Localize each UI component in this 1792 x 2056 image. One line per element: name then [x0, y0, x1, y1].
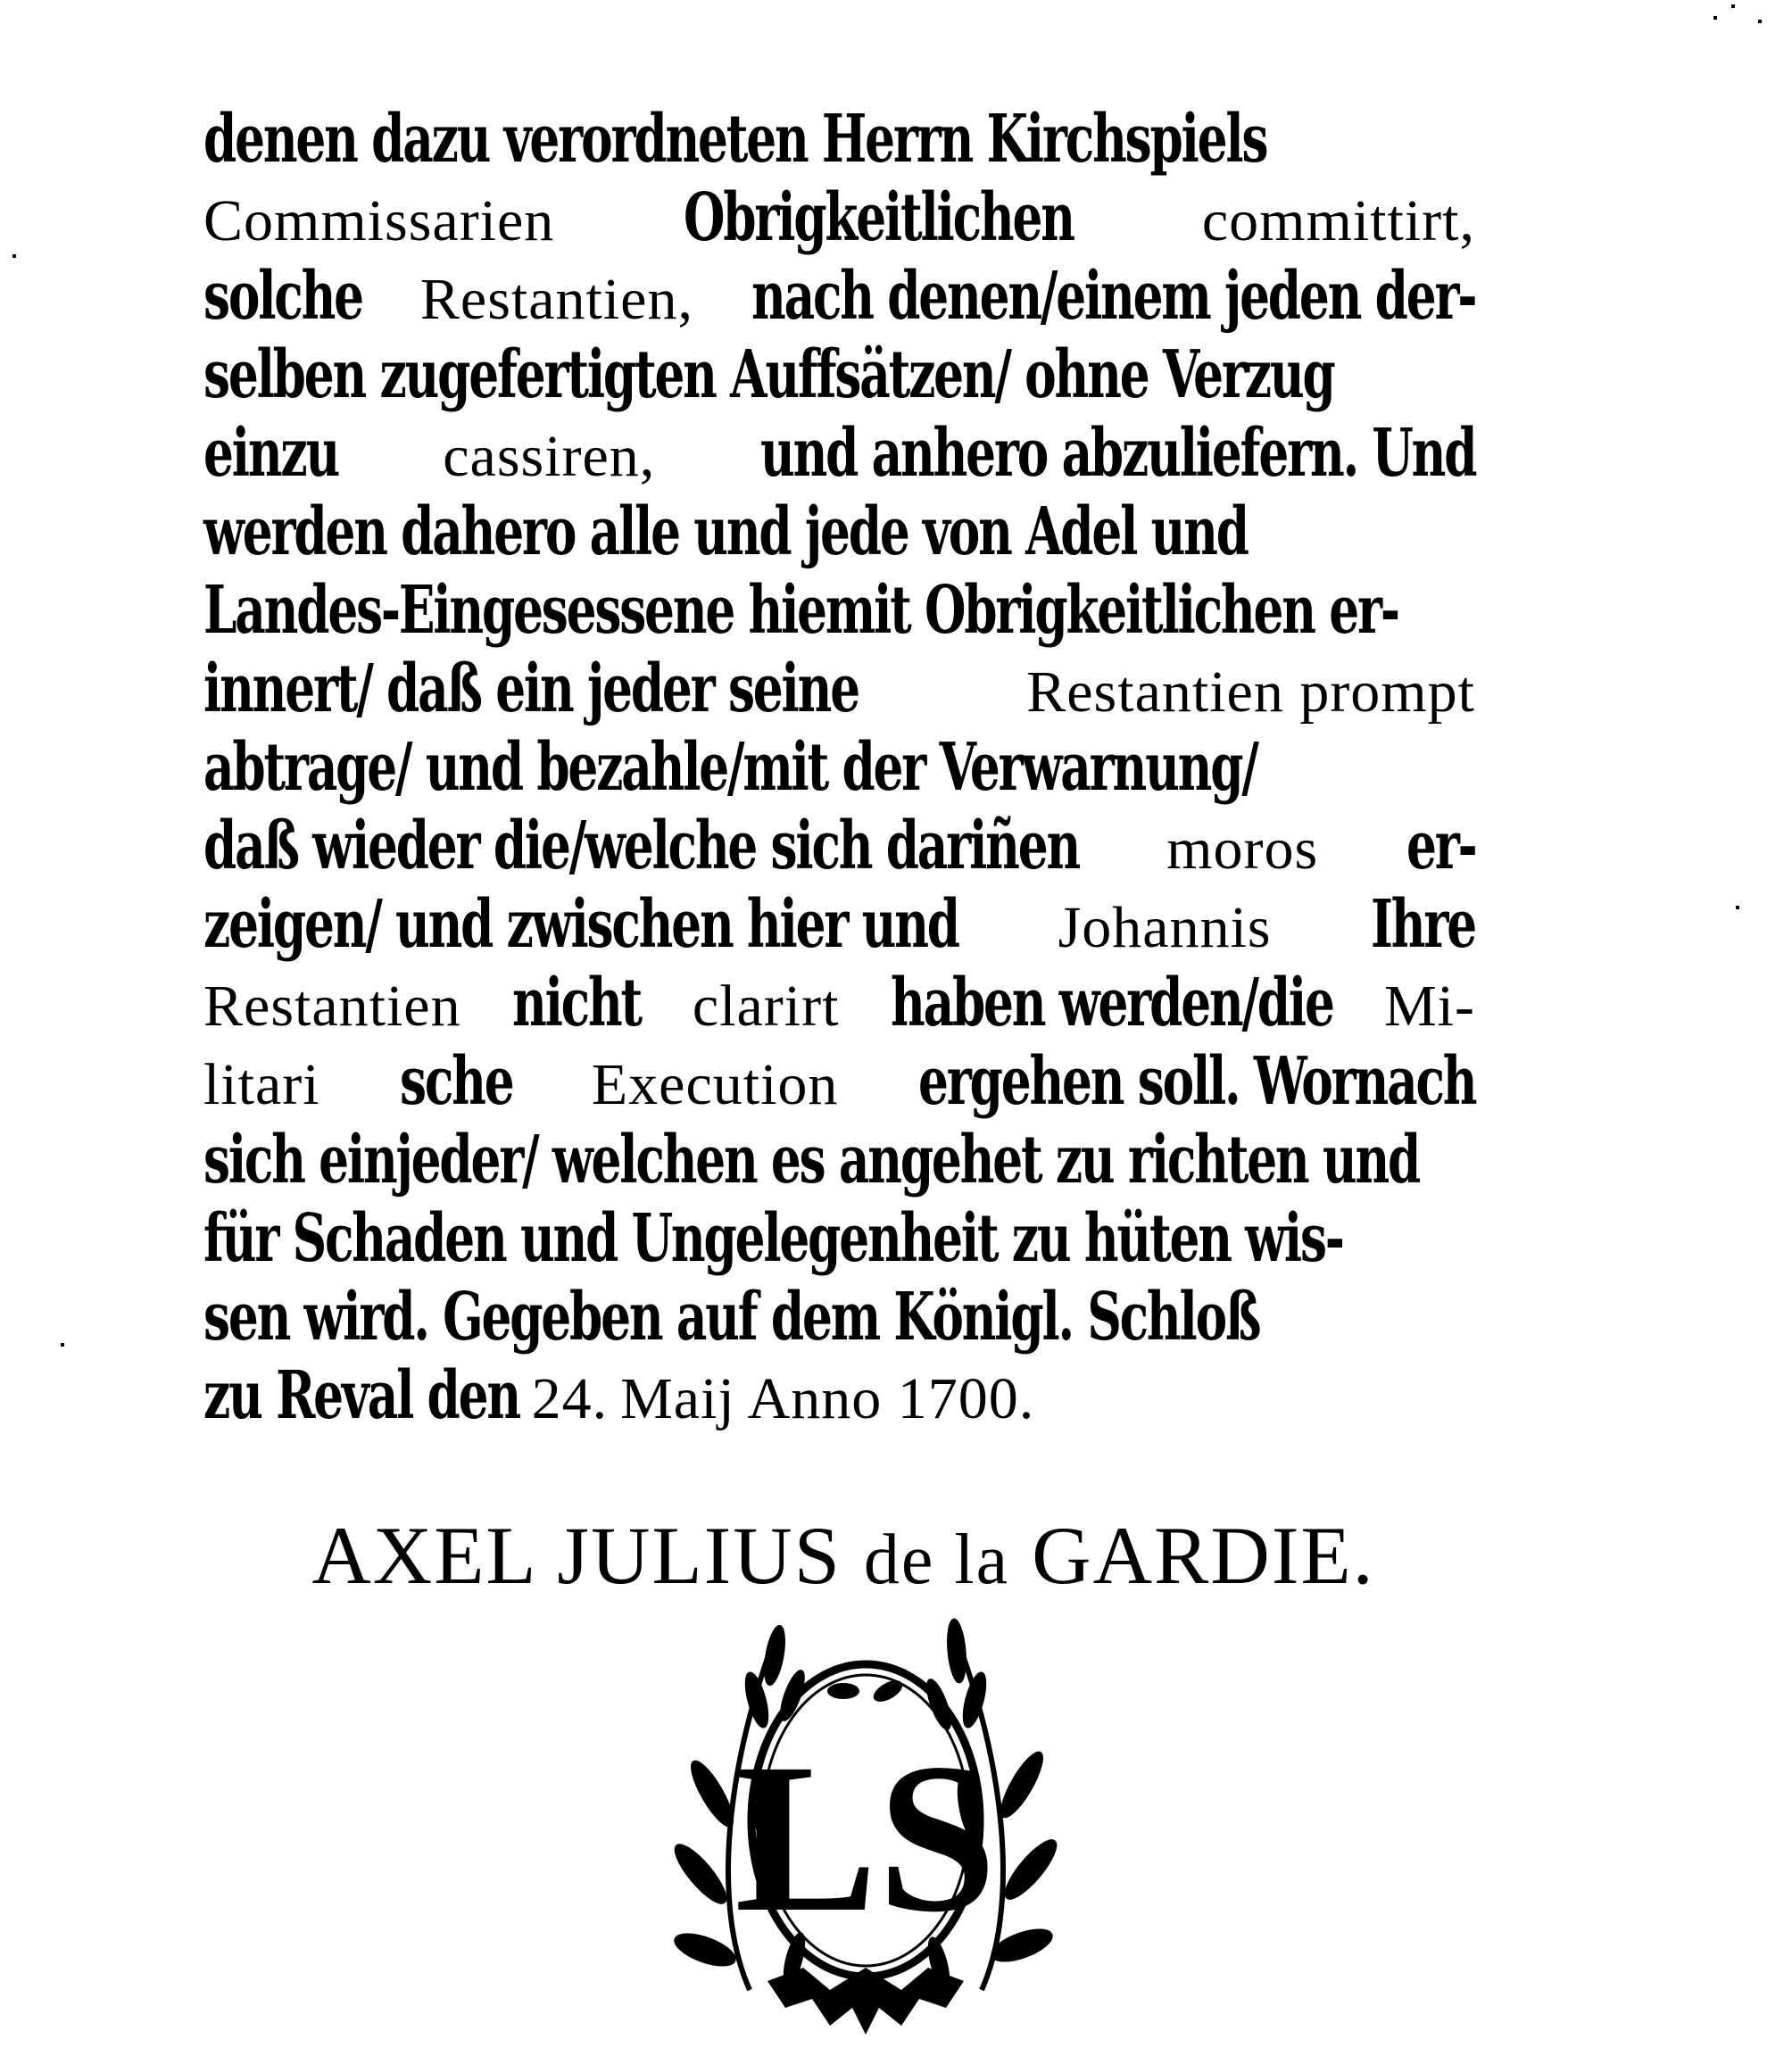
blackletter-text: sich einjeder/ welchen es angehet zu richten und — [203, 1122, 1420, 1198]
scan-speck — [1713, 16, 1717, 20]
blackletter-text: nach denen/einem jeden der- — [751, 258, 1476, 335]
text-line — [203, 650, 1475, 728]
antiqua-text: committirt, — [1201, 188, 1475, 253]
text-line — [203, 807, 1475, 885]
text-line — [203, 178, 1475, 257]
signature-line — [241, 1508, 1446, 1603]
blackletter-text: selben zugefertigten Auffsätzen/ ohne Verzug — [203, 336, 1334, 413]
text-line — [203, 1042, 1475, 1121]
antiqua-text: Mi- — [1383, 974, 1475, 1039]
signature-name-given: AXEL JULIUS — [311, 1510, 842, 1601]
blackletter-text: Ihre — [1371, 886, 1476, 963]
text-line — [203, 1356, 1475, 1435]
antiqua-text: clarirt — [692, 974, 840, 1039]
blackletter-text: zeigen/ und zwischen hier und — [203, 886, 958, 963]
scan-speck — [1736, 906, 1739, 909]
text-line — [203, 1199, 1475, 1278]
text-line — [203, 493, 1475, 571]
decree-text-block — [203, 100, 1475, 1435]
signature-name-family: GARDIE. — [1032, 1510, 1375, 1601]
text-line — [203, 414, 1475, 493]
scan-speck — [1758, 20, 1762, 23]
blackletter-text: für Schaden und Ungelegenheit zu hüten wis- — [203, 1200, 1343, 1277]
text-line — [203, 1121, 1475, 1199]
antiqua-text: Restantien — [203, 974, 461, 1039]
blackletter-text: haben werden/die — [891, 965, 1333, 1041]
antiqua-text: Johannis — [1058, 895, 1272, 960]
blackletter-text: daß wieder die/welche sich dariñen — [203, 808, 1080, 884]
antiqua-text: 24. — [531, 1366, 609, 1431]
antiqua-text: Restantien, — [419, 267, 693, 332]
blackletter-text: nicht — [512, 965, 642, 1041]
blackletter-text: zu Reval den — [203, 1357, 519, 1434]
text-line — [203, 571, 1475, 650]
blackletter-text: einzu — [203, 415, 339, 492]
blackletter-text: abtrage/ und bezahle/mit der Verwarnung/ — [203, 729, 1257, 806]
scan-speck — [1731, 4, 1735, 8]
text-line — [203, 885, 1475, 964]
antiqua-text: litari — [203, 1052, 320, 1117]
antiqua-text: Commissarien — [203, 188, 555, 253]
blackletter-text: Landes-Eingesessene hiemit Obrigkeitlichen er- — [203, 572, 1398, 649]
blackletter-text: Obrigkeitlichen — [683, 179, 1074, 256]
text-line — [203, 728, 1475, 807]
scan-speck — [12, 254, 16, 258]
laurel-wreath-icon — [660, 1615, 1071, 2044]
blackletter-text: und anhero abzuliefern. Und — [759, 415, 1475, 492]
blackletter-text: ergehen soll. Wornach — [917, 1043, 1475, 1120]
svg-text:LS: LS — [734, 1719, 997, 1956]
locus-sigilli-seal — [660, 1615, 1071, 2044]
text-line — [203, 336, 1475, 414]
text-line — [203, 964, 1475, 1042]
text-line — [203, 1278, 1475, 1356]
antiqua-text: Execution — [591, 1052, 839, 1117]
antiqua-text: Maij Anno 1700. — [620, 1366, 1035, 1431]
scan-speck — [61, 1343, 64, 1347]
blackletter-text: denen dazu verordneten Herrn Kirchspiels — [203, 101, 1267, 178]
text-line — [203, 100, 1475, 178]
blackletter-text: sche — [399, 1043, 513, 1120]
blackletter-text: sen wird. Gegeben auf dem Königl. Schloß — [203, 1279, 1260, 1355]
blackletter-text: solche — [203, 258, 362, 335]
text-line — [203, 257, 1475, 336]
antiqua-text: moros — [1166, 817, 1319, 882]
antiqua-text: cassiren, — [443, 424, 656, 489]
blackletter-text: innert/ daß ein jeder seine — [203, 651, 859, 727]
blackletter-text: werden dahero alle und jede von Adel und — [203, 493, 1248, 570]
signature-particle: de la — [863, 1521, 1010, 1599]
antiqua-text: Restantien prompt — [1026, 659, 1475, 725]
blackletter-text: er- — [1406, 808, 1476, 884]
